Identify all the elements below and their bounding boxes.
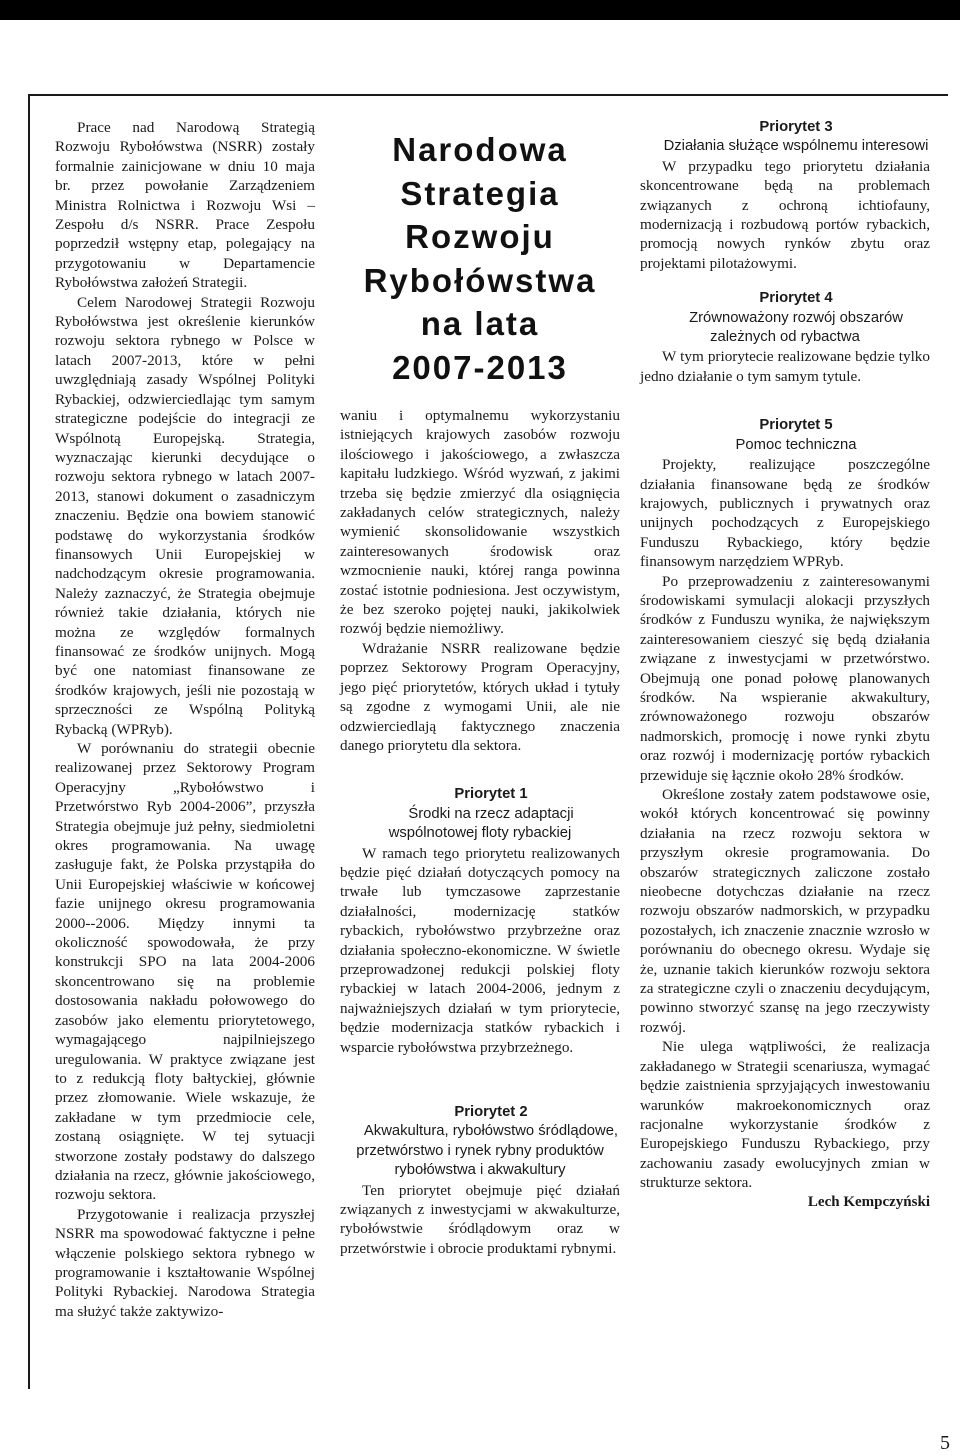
top-black-bar bbox=[0, 0, 960, 20]
paragraph: Po przeprowadzeniu z zainteresowanymi środowiskami symulacji alokacji przyszłych środków z Funduszu wynika, że największym zainteresowaniem cieszyć się będą działania związane z inwestycjami w przetwórstwo. Obejmują one ponad połowę planowanych środków. Na wspieranie akwakultury, zrównoważonego rozwoju obszarów nadmorskich, promocję i nowe rynki zbytu oraz rozwój i modernizację portów rybackich przewiduje się łącznie około 28% środków. bbox=[640, 572, 930, 784]
priority-3-title: Działania służące wspólnemu interesowi bbox=[663, 138, 929, 155]
paragraph: W tym priorytecie realizowane będzie tylko jedno działanie o tym samym tytule. bbox=[640, 348, 930, 385]
paragraph: Nie ulega wątpliwości, że realizacja zakładanego w Strategii scenariusza, wymagać będzie zaistnienia sprzyjających inwestowaniu warunków makroekonomicznych oraz racjonalne wykorzystanie środków z Europejskiego Funduszu Rybackiego, przy zachowaniu zasady ewolucyjnych zmian w strukturze sektora. bbox=[640, 1038, 930, 1192]
column-3 bbox=[640, 118, 930, 1212]
paragraph: Ten priorytet obejmuje pięć działań związanych z inwestycjami w akwakulturze, rybołówstwie śródlądowym oraz w przetwórstwie i obrocie produktami rybnymi. bbox=[340, 1181, 620, 1257]
paragraph: Wdrażanie NSRR realizowane będzie poprzez Sektorowy Program Operacyjny, jego pięć priorytetów, których układ i tytuły są zgodne z wymogami Unii, ale nie odzwierciedlają faktycznego znaczenia danego priorytetu dla sektora. bbox=[340, 639, 620, 754]
paragraph: waniu i optymalnemu wykorzystaniu istniejących krajowych zasobów rozwoju ilościowego i jakościowego, a zwłaszcza kapitału ludzkiego. Wśród wyzwań, z jakimi trzeba się będzie zmierzyć dla osiągnięcia zakładanych celów strategicznych, należy wymienić skonsolidowanie wszystkich zainteresowanych środowisk oraz wzmocnienie nauki, której ranga powinna zostać istotnie podniesiona. Jest oczywistym, że bez szeroko pojętej nauki, jakikolwiek rozwój będzie niemożliwy. bbox=[340, 407, 620, 638]
priority-2-title: Akwakultura, rybołówstwo śródlądowe, przetwórstwo i rynek rybny produktów rybołówstwa i akwakultury bbox=[356, 1123, 619, 1179]
title-line: Narodowa bbox=[392, 131, 568, 168]
priority-1-heading: Priorytet 1 bbox=[454, 786, 528, 803]
priority-4-title: Zrównoważony rozwój obszarów zależnych od rybactwa bbox=[689, 309, 903, 346]
title-line: na lata bbox=[420, 305, 540, 342]
priority-5-heading: Priorytet 5 bbox=[759, 417, 833, 434]
column-2 bbox=[340, 128, 620, 1258]
paragraph: W porównaniu do strategii obecnie realizowanej przez Sektorowy Program Operacyjny „Rybołówstwo i Przetwórstwo Ryb 2004-2006”, przyszła Strategia obejmuje już pełny, siedmioletni okres programowania. Na uwagę zasługuje fakt, że Polska przystąpiła do Unii Europejskiej właściwie w końcowej fazie unijnego okresu programowania 2000--2006. Między innymi ta okoliczność spowodowała, że przy konstrukcji SPO na lata 2004-2006 skoncentrowano się na problemie dostosowania nakładu połowowego do zasobów jako elementu priorytetowego, wymagającego najpilniejszego uregulowania. W praktyce związane jest to z redukcją floty bałtyckiej, głównie przez złomowanie. Wiele wskazuje, że zakładane w tym przedmiocie cele, zostaną osiągnięte. W tej sytuacji stworzone zostały podstawy do dalszego działania na rzecz, głównie jakościowego, rozwoju sektora. bbox=[55, 740, 315, 1204]
page-number: 5 bbox=[940, 1432, 950, 1454]
priority-4-heading: Priorytet 4 bbox=[759, 290, 833, 307]
paragraph: Projekty, realizujące poszczególne działania finansowane będą ze środków krajowych, publicznych i prywatnych oraz unijnych pochodzących z Europejskiego Funduszu Rybackiego, który będzie finansowym narzędziem WPRyb. bbox=[640, 456, 930, 571]
paragraph: Prace nad Narodową Strategią Rozwoju Rybołówstwa (NSRR) zostały formalnie zainicjowane w dniu 10 maja br. przez powołanie Zarządzeniem Ministra Rolnictwa i Rozwoju Wsi – Zespołu d/s NSRR. Prace Zespołu poprzedził wstępny etap, polegający na przygotowaniu w Departamencie Rybołówstwa założeń Strategii. bbox=[55, 119, 315, 292]
paragraph: Określone zostały zatem podstawowe osie, wokół których koncentrować się powinny działania na rzecz rozwoju sektora w przyszłym okresie programowania. Do obszarów strategicznych zaliczone zostało nieobecne dotychczas działanie na rzecz rozwoju obszarów nadmorskich, w przypadku pozostałych, ich znaczenie znacznie wzrosło w porównaniu do obecnego okresu. Wydaje się że, uznanie takich kierunków rozwoju sektora za strategiczne czyli o znaczeniu decydującym, powinno stworzyć szansę na jego rzeczywisty rozwój. bbox=[640, 786, 930, 1036]
title-line: Rybołówstwa bbox=[363, 261, 597, 299]
priority-5-title: Pomoc techniczna bbox=[735, 436, 857, 453]
title-line: Rozwoju bbox=[405, 218, 555, 255]
paragraph: W przypadku tego priorytetu działania skoncentrowane będą na problemach związanych z ochroną ichtiofauny, modernizacją i rozbudową portów rybackich, promocją nowych rynków zbytu oraz projektami pilotażowymi. bbox=[640, 157, 930, 272]
paragraph: W ramach tego priorytetu realizowanych będzie pięć działań dotyczących pomocy na trwałe lub tymczasowe zaprzestanie działalności, modernizację statków rybackich, rybołówstwo przybrzeżne oraz działania społeczno-ekonomiczne. W świetle przeprowadzonej redukcji polskiej floty rybackiej w latach 2004-2006, jednym z najważniejszych działań w tym priorytecie, będzie modernizacja statków rybackich i wsparcie rybołówstwa przybrzeżnego. bbox=[340, 844, 620, 1056]
priority-3-heading: Priorytet 3 bbox=[759, 119, 833, 135]
priority-2-heading: Priorytet 2 bbox=[454, 1104, 528, 1120]
title-line: Strategia bbox=[400, 174, 560, 212]
author-signature: Lech Kempczyński bbox=[807, 1193, 930, 1210]
priority-1-title: Środki na rzecz adaptacji wspólnotowej floty rybackiej bbox=[388, 805, 574, 842]
paragraph: Przygotowanie i realizacja przyszłej NSRR ma spowodować faktyczne i pełne włączenie polskiego sektora rybnego w programowanie i kształtowanie Wspólnej Polityki Rybackiej. Narodowa Strategia ma służyć także zaktywizo- bbox=[55, 1205, 315, 1320]
title-line: 2007-2013 bbox=[392, 348, 568, 386]
article-title bbox=[340, 128, 620, 389]
column-1 bbox=[55, 118, 315, 1321]
paragraph: Celem Narodowej Strategii Rozwoju Rybołówstwa jest określenie kierunków rozwoju sektora rybnego w Polsce w latach 2007-2013, które w pełni uwzględniają zasady Wspólnej Polityki Rybackiej, odzwierciedlając tym samym strategiczne podejście do integracji ze Wspólnotą Europejską. Strategia, wyznaczając kierunki decydujące o rozwoju sektora rybnego w latach 2007-2013, stanowi dokument o zasadniczym znaczeniu. Będzie ona bowiem stanowić podstawę do wykorzystania środków finansowych Unii Europejskiej w nadchodzącym okresie programowania. Należy zaznaczyć, że Strategia obejmuje również takie działania, których nie można ze względów formalnych finansować ze środków unijnych. Mogą być one natomiast finansowane ze środków krajowych, jeśli nie pozostają w sprzeczności ze Wspólną Polityką Rybacką (WPRyb). bbox=[55, 293, 315, 738]
